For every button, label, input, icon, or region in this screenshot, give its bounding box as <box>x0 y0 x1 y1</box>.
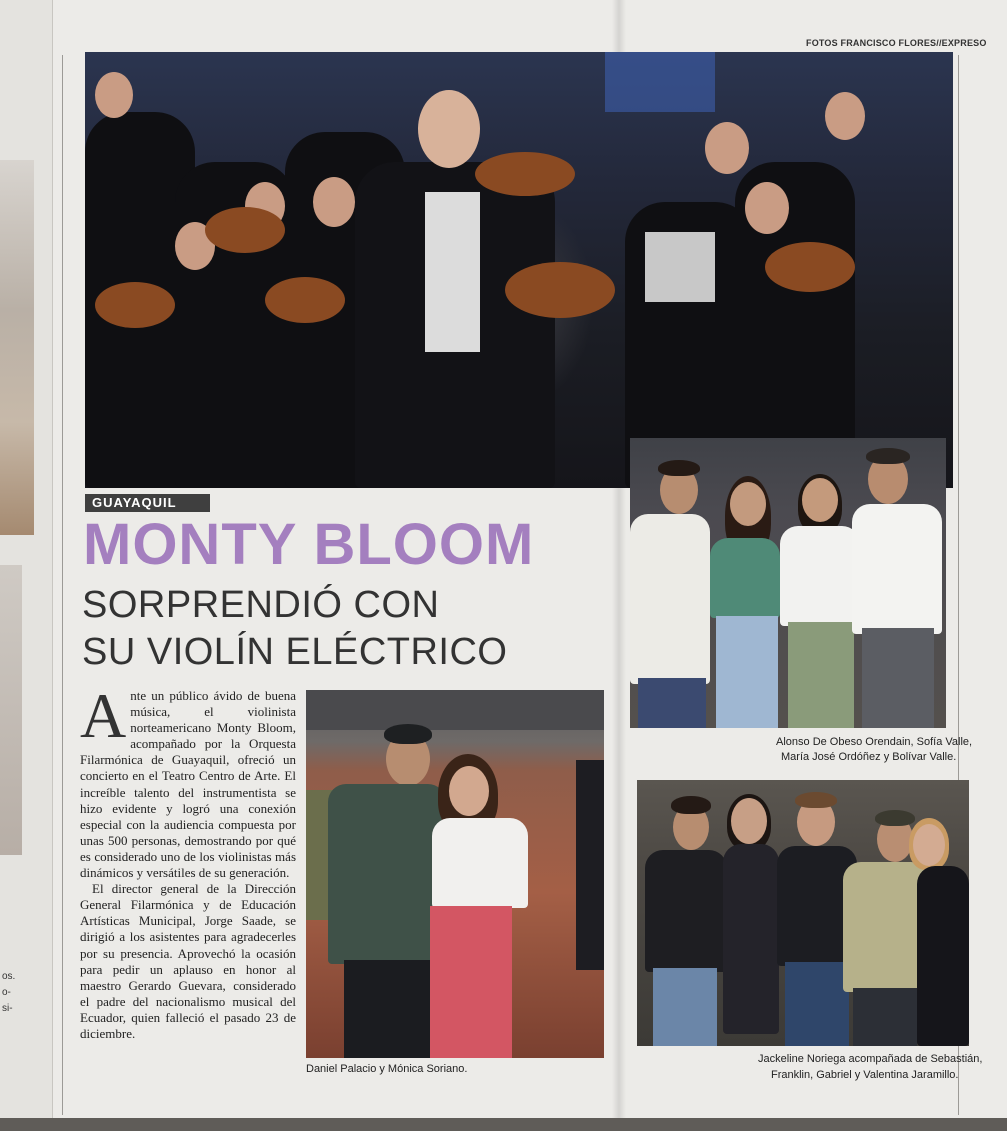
column-rule <box>62 55 63 1115</box>
group-1-caption-line-1: Alonso De Obeso Orendain, Sofía Valle, <box>776 736 973 748</box>
article-body <box>80 680 296 1042</box>
article-paragraph: nte un público ávido de buena música, el violinista norteamericano Monty Bloom, acompañado por la Orquesta Filarmónica de Guayaquil, ofreció un concierto en el Teatro Centro de Arte. El increíble talento del instrumentista se hizo evidente y logró una conexión especial con la audiencia compuesta por unas 500 personas, demostrando por qué es considerado uno de los violinistas más dinámicos y versátiles de su generación. <box>80 688 296 881</box>
article-paragraph: El director general de la Dirección General Filarmónica y de Educación Artísticas Municipal, Jorge Saade, se dirigió a los asistentes para agradecerles por su presencia. Aprovechó la ocasión para pedir un aplauso en honor al maestro Gerardo Guevara, considerado el padre del nacionalismo musical del Ecuador, quien falleció el pasado 23 de diciembre. <box>80 881 296 1041</box>
drop-cap: A <box>80 680 127 751</box>
group-2-caption-line-1: Jackeline Noriega acompañada de Sebastián, <box>758 1053 983 1065</box>
group-photo-1 <box>630 438 946 728</box>
adjacent-page-text: o- <box>2 987 11 998</box>
headline-name: MONTY BLOOM <box>83 512 535 577</box>
section-tag: GUAYAQUIL <box>85 494 210 512</box>
adjacent-page-text: si- <box>2 1003 13 1014</box>
adjacent-page-text: os. <box>2 971 16 982</box>
adjacent-page-photo <box>0 160 34 535</box>
duo-photo <box>306 690 604 1058</box>
group-1-caption-line-2: María José Ordóñez y Bolívar Valle. <box>781 751 957 763</box>
headline-line-2: SORPRENDIÓ CON <box>82 584 440 626</box>
orchestra-photo <box>85 52 953 488</box>
photo-credit: FOTOS FRANCISCO FLORES//EXPRESO <box>806 38 987 48</box>
group-photo-2 <box>637 780 969 1046</box>
duo-caption: Daniel Palacio y Mónica Soriano. <box>306 1063 468 1075</box>
adjacent-page-photo <box>0 565 22 855</box>
group-2-caption-line-2: Franklin, Gabriel y Valentina Jaramillo. <box>771 1069 959 1081</box>
adjacent-page-edge <box>0 0 53 1118</box>
headline-line-3: SU VIOLÍN ELÉCTRICO <box>82 631 508 673</box>
